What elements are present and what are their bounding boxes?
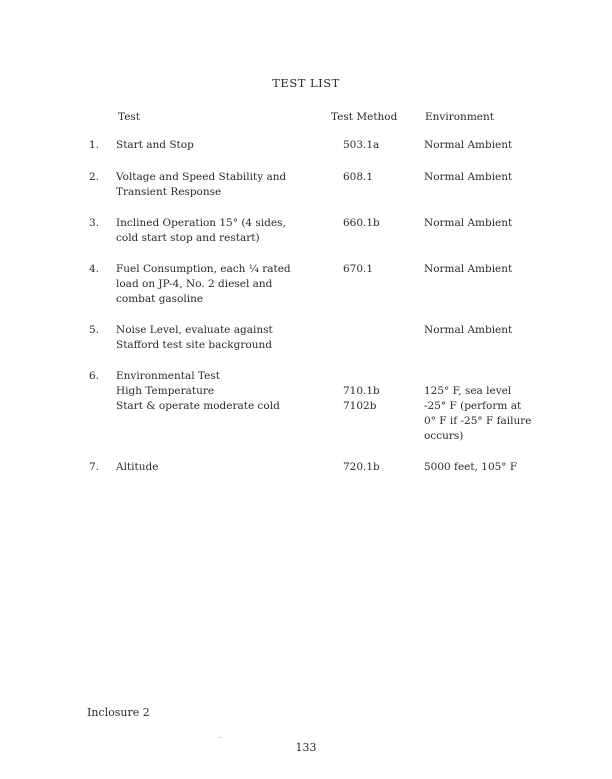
test-line: load on JP-4, No. 2 diesel and [116, 278, 273, 290]
method-line: 7102b [343, 400, 377, 412]
scan-speck [218, 737, 221, 738]
test-environment [424, 216, 534, 231]
row-number: 1. [89, 139, 100, 151]
environment-line: Normal Ambient [424, 324, 513, 336]
environment-line [424, 369, 534, 384]
method-line: 660.1b [343, 217, 380, 229]
test-line: High Temperature [116, 385, 215, 397]
test-line: cold start stop and restart) [116, 232, 260, 244]
test-method [343, 262, 373, 277]
test-environment [424, 170, 534, 185]
test-environment [424, 262, 534, 277]
row-number: 3. [89, 217, 100, 229]
method-line: 503.1a [343, 139, 380, 151]
test-description [116, 460, 306, 475]
test-line: Start & operate moderate cold [116, 400, 280, 412]
test-method [343, 216, 380, 231]
environment-line: 5000 feet, 105° F [424, 461, 518, 473]
column-header-test: Test [118, 111, 141, 123]
environment-line: Normal Ambient [424, 263, 513, 275]
test-line: Voltage and Speed Stability and [116, 171, 287, 183]
test-line: Stafford test site background [116, 339, 272, 351]
test-environment [424, 460, 534, 475]
page-number: 133 [295, 741, 317, 754]
test-line: Inclined Operation 15° (4 sides, [116, 217, 286, 229]
test-description [116, 138, 306, 153]
row-number: 7. [89, 461, 100, 473]
test-line: Noise Level, evaluate against [116, 324, 273, 336]
test-environment [424, 369, 534, 444]
environment-line: 0° F if -25° F failure [424, 415, 532, 427]
test-line: Altitude [116, 461, 159, 473]
test-line: Start and Stop [116, 139, 194, 151]
environment-line: Normal Ambient [424, 217, 513, 229]
test-method [343, 170, 373, 185]
test-line: combat gasoline [116, 293, 204, 305]
method-line: 608.1 [343, 171, 374, 183]
test-description [116, 369, 306, 414]
test-line: Transient Response [116, 186, 222, 198]
test-method [343, 369, 380, 414]
test-method [343, 460, 380, 475]
test-description [116, 262, 306, 307]
method-line [343, 369, 380, 384]
row-number: 5. [89, 324, 100, 336]
test-environment [424, 138, 534, 153]
environment-line: Normal Ambient [424, 139, 513, 151]
environment-line: occurs) [424, 430, 464, 442]
method-line: 720.1b [343, 461, 380, 473]
environment-line: 125° F, sea level [424, 385, 512, 397]
inclosure-label: Inclosure 2 [87, 706, 150, 719]
method-line: 670.1 [343, 263, 374, 275]
row-number: 2. [89, 171, 100, 183]
page-title: TEST LIST [272, 76, 340, 90]
test-line: Fuel Consumption, each ¼ rated [116, 263, 291, 275]
column-header-test-method: Test Method [331, 111, 398, 123]
test-line: Environmental Test [116, 370, 220, 382]
test-description [116, 170, 306, 200]
environment-line: Normal Ambient [424, 171, 513, 183]
environment-line: -25° F (perform at [424, 400, 522, 412]
method-line: 710.1b [343, 385, 380, 397]
test-environment [424, 323, 534, 338]
row-number: 6. [89, 370, 100, 382]
test-description [116, 216, 306, 246]
test-description [116, 323, 306, 353]
row-number: 4. [89, 263, 100, 275]
column-header-environment: Environment [425, 111, 494, 123]
test-method [343, 138, 379, 153]
